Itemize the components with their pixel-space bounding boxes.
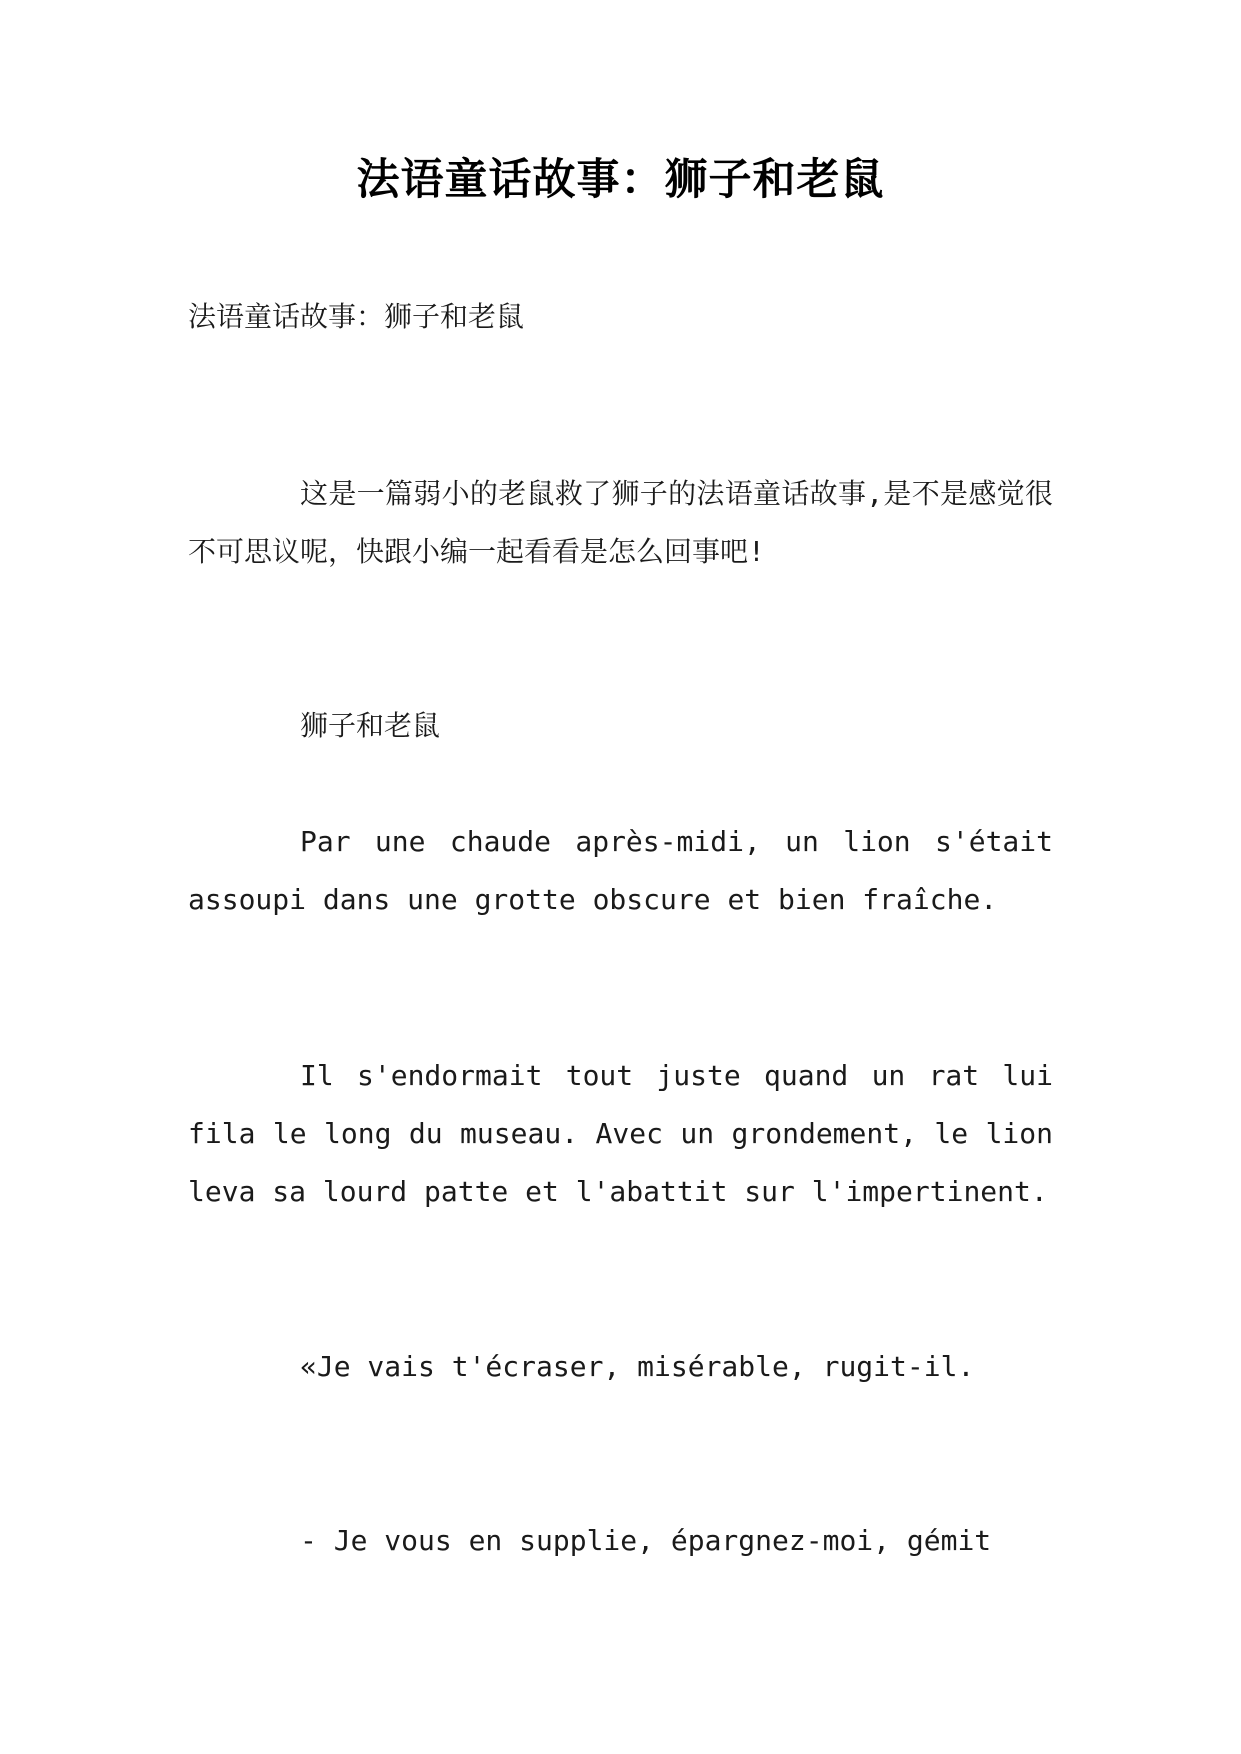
- story-paragraph-4: - Je vous en supplie, épargnez-moi, gémit: [300, 1524, 992, 1557]
- story-paragraph-2: Il s'endormait tout juste quand un rat lui fila le long du museau. Avec un grondement, le lion leva sa lourd patte et l'abattit sur l'impertinent.: [188, 1059, 1053, 1208]
- story-paragraph-3: «Je vais t'écraser, misérable, rugit-il.: [300, 1350, 975, 1383]
- intro-paragraph: 这是一篇弱小的老鼠救了狮子的法语童话故事,是不是感觉很不可思议呢，快跟小编一起看看是怎么回事吧!: [188, 477, 1053, 568]
- document-title: 法语童话故事：狮子和老鼠: [356, 155, 885, 205]
- document-subtitle: 法语童话故事：狮子和老鼠: [188, 300, 525, 333]
- story-paragraph-1: Par une chaude après-midi, un lion s'était assoupi dans une grotte obscure et bien fraîche.: [188, 825, 1053, 916]
- story-heading: 狮子和老鼠: [300, 709, 441, 742]
